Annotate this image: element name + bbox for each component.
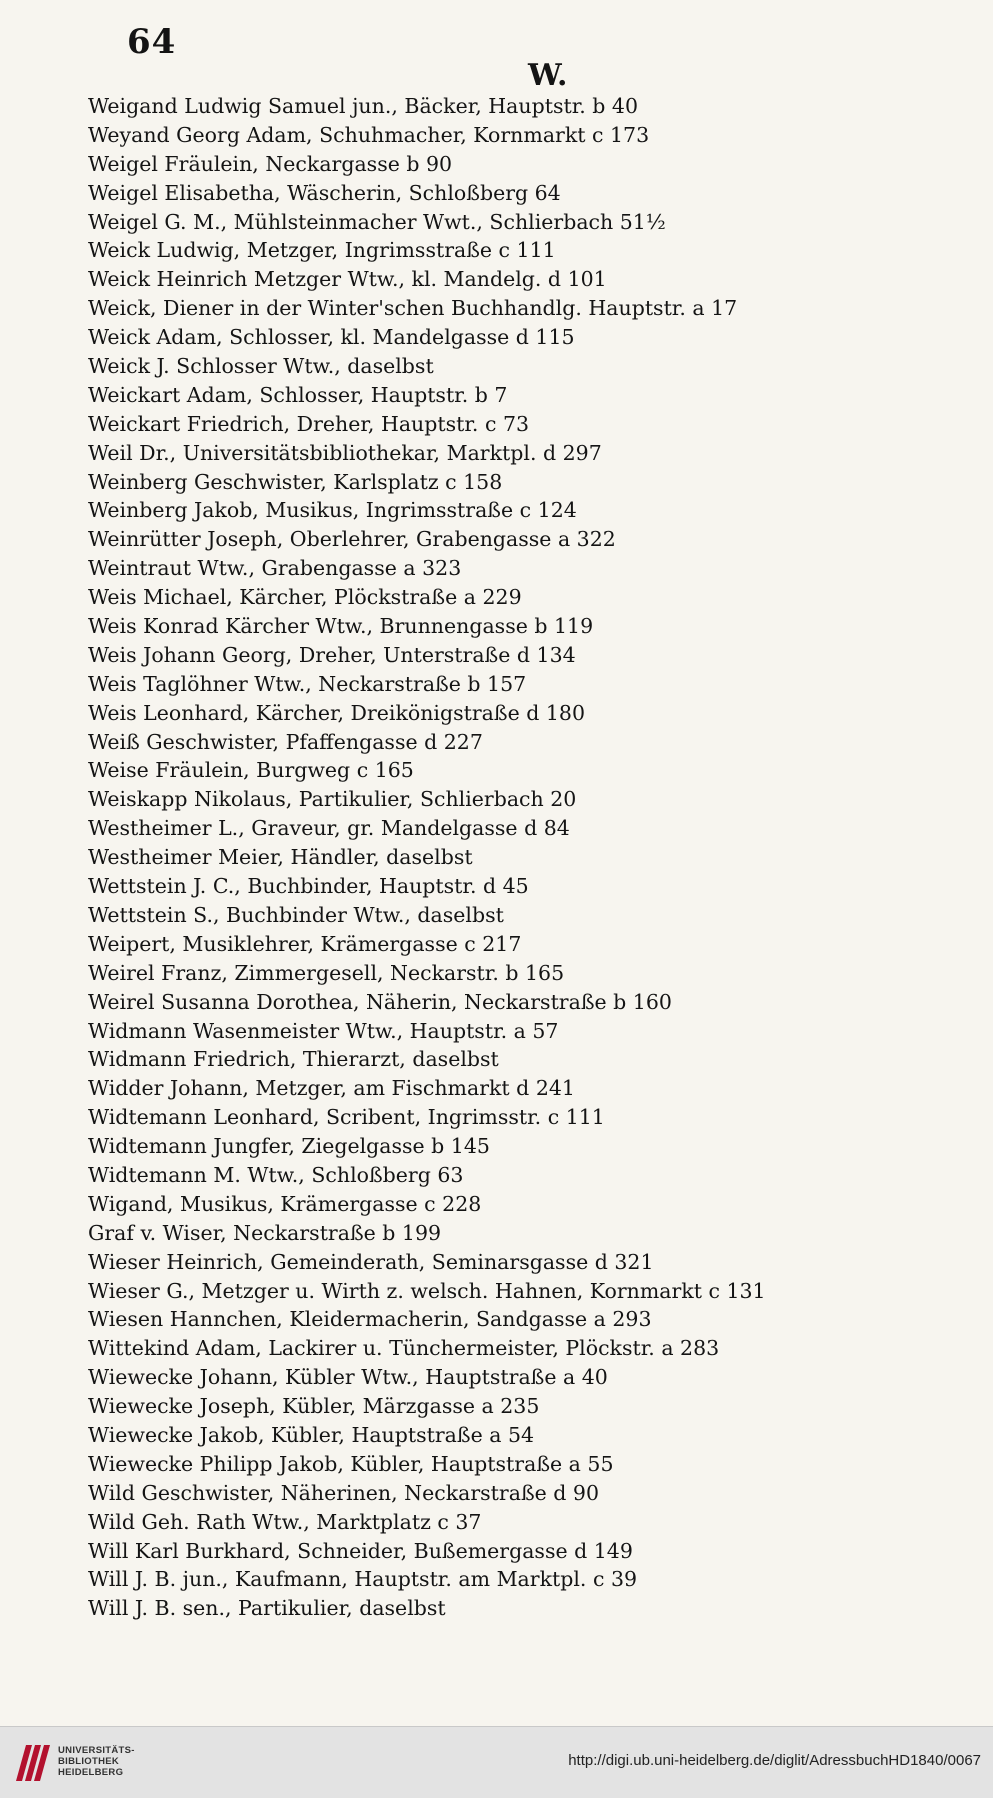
directory-entry: Weise Fräulein, Burgweg c 165 bbox=[88, 758, 414, 783]
directory-entry: Weirel Susanna Dorothea, Näherin, Neckarstraße b 160 bbox=[88, 989, 672, 1014]
directory-entry: Westheimer L., Graveur, gr. Mandelgasse d 84 bbox=[88, 816, 570, 841]
directory-entry: Weiskapp Nikolaus, Partikulier, Schlierbach 20 bbox=[88, 787, 577, 812]
directory-entry: Weis Johann Georg, Dreher, Unterstraße d 134 bbox=[88, 642, 576, 667]
directory-entry: Weinberg Geschwister, Karlsplatz c 158 bbox=[88, 469, 503, 494]
directory-entry: Widmann Wasenmeister Wtw., Hauptstr. a 57 bbox=[88, 1018, 559, 1043]
directory-entry: Weis Taglöhner Wtw., Neckarstraße b 157 bbox=[88, 671, 527, 696]
library-logo-icon bbox=[12, 1741, 52, 1785]
directory-entry: Will J. B. sen., Partikulier, daselbst bbox=[88, 1596, 446, 1621]
directory-entry: Widmann Friedrich, Thierarzt, daselbst bbox=[88, 1047, 499, 1072]
directory-entry: Wild Geh. Rath Wtw., Marktplatz c 37 bbox=[88, 1509, 482, 1534]
directory-entry: Weick Ludwig, Metzger, Ingrimsstraße c 111 bbox=[88, 238, 556, 263]
directory-entry: Weick, Diener in der Winter'schen Buchhandlg. Hauptstr. a 17 bbox=[88, 296, 738, 321]
directory-entry: Wieser G., Metzger u. Wirth z. welsch. Hahnen, Kornmarkt c 131 bbox=[88, 1278, 766, 1303]
directory-entry: Widtemann M. Wtw., Schloßberg 63 bbox=[88, 1162, 464, 1187]
directory-entry: Weintraut Wtw., Grabengasse a 323 bbox=[88, 556, 462, 581]
library-name-line: HEIDELBERG bbox=[58, 1767, 124, 1778]
directory-entry: Wiewecke Jakob, Kübler, Hauptstraße a 54 bbox=[88, 1422, 535, 1447]
directory-entry: Wittekind Adam, Lackirer u. Tünchermeister, Plöckstr. a 283 bbox=[88, 1336, 720, 1361]
directory-entry: Wigand, Musikus, Krämergasse c 228 bbox=[88, 1191, 482, 1216]
directory-entry: Wild Geschwister, Näherinen, Neckarstraße d 90 bbox=[88, 1480, 600, 1505]
directory-entry: Wettstein S., Buchbinder Wtw., daselbst bbox=[88, 902, 504, 927]
directory-entry: Weickart Friedrich, Dreher, Hauptstr. c 73 bbox=[88, 411, 530, 436]
directory-entry: Weigel Elisabetha, Wäscherin, Schloßberg 64 bbox=[88, 180, 561, 205]
directory-entry: Weickart Adam, Schlosser, Hauptstr. b 7 bbox=[88, 382, 508, 407]
page-number: 64 bbox=[127, 22, 177, 62]
directory-entry: Weis Konrad Kärcher Wtw., Brunnengasse b 119 bbox=[88, 614, 594, 639]
directory-entry: Wiewecke Philipp Jakob, Kübler, Hauptstraße a 55 bbox=[88, 1451, 614, 1476]
directory-entry: Weigel Fräulein, Neckargasse b 90 bbox=[88, 151, 453, 176]
directory-entry: Weick Adam, Schlosser, kl. Mandelgasse d 115 bbox=[88, 325, 575, 350]
address-entries-list bbox=[88, 92, 968, 1623]
directory-entry: Widtemann Leonhard, Scribent, Ingrimsstr. c 111 bbox=[88, 1105, 605, 1130]
directory-entry: Wiewecke Joseph, Kübler, Märzgasse a 235 bbox=[88, 1394, 540, 1419]
footer-bar bbox=[0, 1726, 993, 1798]
directory-entry: Westheimer Meier, Händler, daselbst bbox=[88, 845, 473, 870]
directory-entry: Weil Dr., Universitätsbibliothekar, Marktpl. d 297 bbox=[88, 440, 602, 465]
directory-entry: Widder Johann, Metzger, am Fischmarkt d 241 bbox=[88, 1076, 575, 1101]
directory-entry: Weirel Franz, Zimmergesell, Neckarstr. b 165 bbox=[88, 960, 565, 985]
directory-entry: Wieser Heinrich, Gemeinderath, Seminarsgasse d 321 bbox=[88, 1249, 654, 1274]
directory-entry: Weipert, Musiklehrer, Krämergasse c 217 bbox=[88, 931, 522, 956]
directory-entry: Weinberg Jakob, Musikus, Ingrimsstraße c 124 bbox=[88, 498, 577, 523]
directory-entry: Wettstein J. C., Buchbinder, Hauptstr. d 45 bbox=[88, 874, 529, 899]
directory-entry: Weinrütter Joseph, Oberlehrer, Grabengasse a 322 bbox=[88, 527, 616, 552]
directory-entry: Will Karl Burkhard, Schneider, Bußemergasse d 149 bbox=[88, 1538, 633, 1563]
directory-entry: Weis Michael, Kärcher, Plöckstraße a 229 bbox=[88, 585, 522, 610]
directory-entry: Will J. B. jun., Kaufmann, Hauptstr. am Marktpl. c 39 bbox=[88, 1567, 638, 1592]
directory-entry: Wiesen Hannchen, Kleidermacherin, Sandgasse a 293 bbox=[88, 1307, 652, 1332]
library-name-line: BIBLIOTHEK bbox=[58, 1756, 120, 1767]
directory-entry: Weigand Ludwig Samuel jun., Bäcker, Hauptstr. b 40 bbox=[88, 94, 639, 118]
source-url[interactable]: http://digi.ub.uni-heidelberg.de/diglit/AdressbuchHD1840/0067 bbox=[568, 1752, 981, 1769]
section-letter: W. bbox=[528, 58, 568, 93]
library-name bbox=[58, 1745, 135, 1778]
directory-entry: Wiewecke Johann, Kübler Wtw., Hauptstraße a 40 bbox=[88, 1365, 608, 1390]
library-name-line: UNIVERSITÄTS- bbox=[58, 1745, 135, 1756]
directory-entry: Weigel G. M., Mühlsteinmacher Wwt., Schlierbach 51½ bbox=[88, 209, 666, 234]
directory-entry: Weick Heinrich Metzger Wtw., kl. Mandelg. d 101 bbox=[88, 267, 607, 292]
directory-entry: Weyand Georg Adam, Schuhmacher, Kornmarkt c 173 bbox=[88, 122, 650, 147]
directory-entry: Weis Leonhard, Kärcher, Dreikönigstraße d 180 bbox=[88, 700, 585, 725]
directory-entry: Weiß Geschwister, Pfaffengasse d 227 bbox=[88, 729, 483, 754]
directory-entry: Widtemann Jungfer, Ziegelgasse b 145 bbox=[88, 1134, 490, 1159]
directory-entry: Graf v. Wiser, Neckarstraße b 199 bbox=[88, 1220, 442, 1245]
directory-entry: Weick J. Schlosser Wtw., daselbst bbox=[88, 354, 434, 379]
